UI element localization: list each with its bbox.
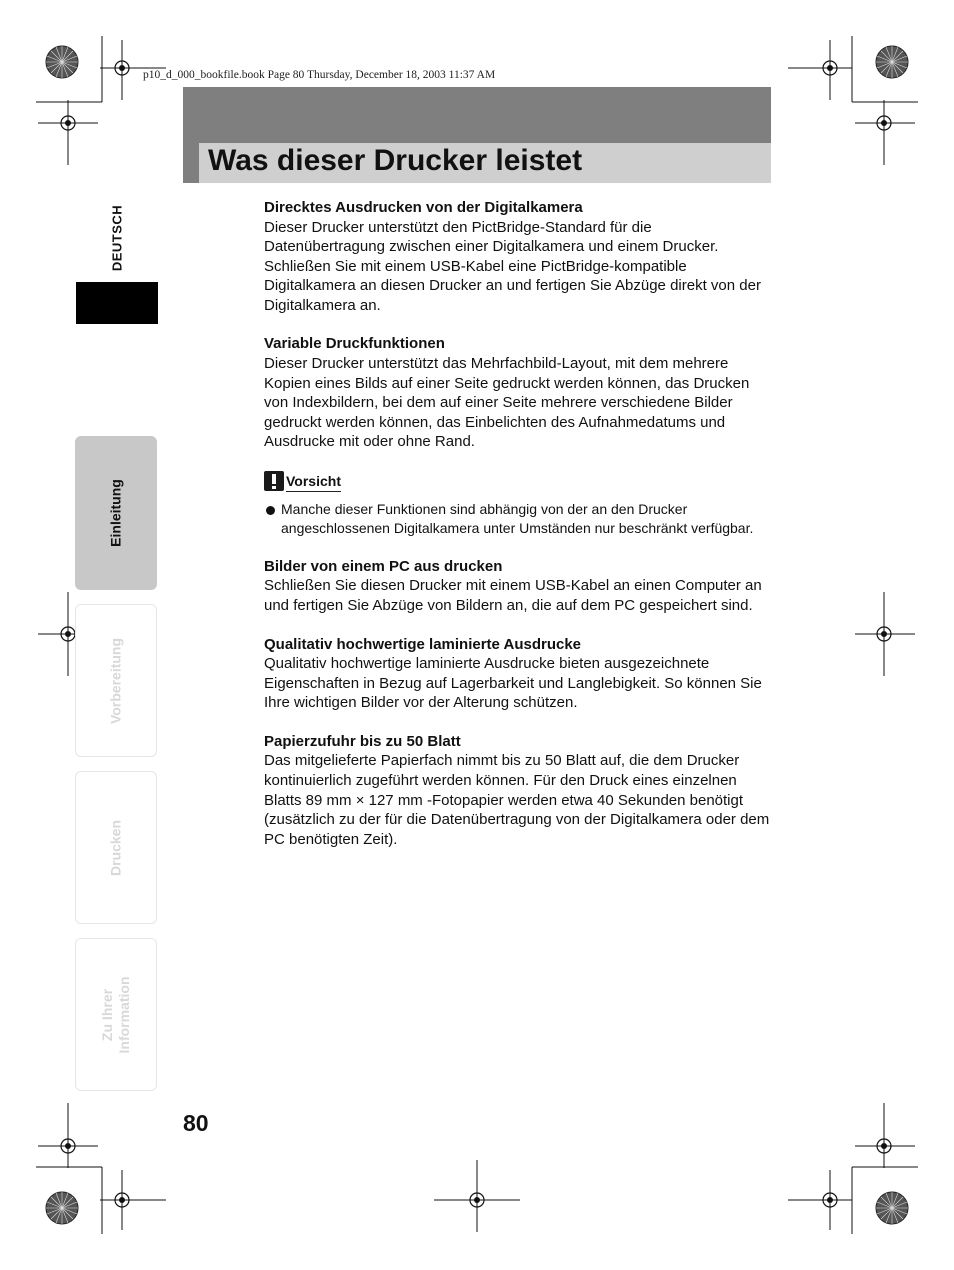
caution-item-text: Manche dieser Funktionen sind abhängig von der an den Drucker angeschlossenen Digitalkamera unter Umständen nur beschränkt verfügbar. bbox=[281, 500, 754, 537]
section-body: Das mitgelieferte Papierfach nimmt bis zu 50 Blatt auf, die dem Drucker kontinuierlich zugeführt werden können. Für den Druck eines einzelnen Blatts 89 mm × 127 mm -Fotopapier werden etwa 40 Sekunden benötigt (zusätzlich zu der für die Datenübertragung von der Digitalkamera oder dem PC benötigten Zeit). bbox=[264, 752, 770, 848]
caution-label: Vorsicht bbox=[286, 471, 341, 492]
caution-box bbox=[264, 471, 774, 539]
caution-icon bbox=[264, 471, 284, 491]
tab-drucken[interactable] bbox=[75, 771, 157, 924]
bullet-icon bbox=[266, 506, 275, 515]
section-paper-feed bbox=[264, 732, 774, 849]
tab-label-vorbereitung: Vorbereitung bbox=[107, 637, 124, 724]
tab-zu-ihrer-information[interactable] bbox=[75, 938, 157, 1091]
section-pc-print bbox=[264, 557, 774, 616]
tab-label-einleitung: Einleitung bbox=[107, 479, 124, 547]
main-content bbox=[264, 198, 774, 868]
tab-einleitung[interactable] bbox=[75, 436, 157, 590]
title-box bbox=[199, 143, 771, 183]
section-body: Qualitativ hochwertige laminierte Ausdrucke bieten ausgezeichnete Eigenschaften in Bezug auf Lagerbarkeit und Langlebigkeit. So können Sie Ihre wichtigen Bilder vor der Alterung schützen. bbox=[264, 655, 762, 712]
list-item bbox=[264, 500, 774, 539]
tab-label-line-1: Zu Ihrer bbox=[99, 988, 115, 1041]
tab-label-line-2: Information bbox=[116, 976, 132, 1053]
tab-label-zu-ihrer-information bbox=[99, 976, 133, 1053]
page-number: 80 bbox=[183, 1110, 209, 1136]
page-title: Was dieser Drucker leistet bbox=[208, 144, 583, 177]
caution-list bbox=[264, 500, 774, 539]
print-file-info: p10_d_000_bookfile.book Page 80 Thursday, December 18, 2003 11:37 AM bbox=[143, 69, 496, 81]
caution-heading bbox=[264, 471, 774, 492]
section-heading: Qualitativ hochwertige laminierte Ausdrucke bbox=[264, 635, 582, 653]
tab-vorbereitung[interactable] bbox=[75, 604, 157, 757]
language-marker-block bbox=[76, 282, 158, 324]
language-label: DEUTSCH bbox=[109, 204, 125, 272]
section-body: Schließen Sie diesen Drucker mit einem USB-Kabel an einen Computer an und fertigen Sie Abzüge von Bildern an, die auf dem PC gespeichert sind. bbox=[264, 577, 762, 615]
section-laminated bbox=[264, 635, 774, 713]
section-heading: Direcktes Ausdrucken von der Digitalkamera bbox=[264, 199, 583, 216]
section-heading: Papierzufuhr bis zu 50 Blatt bbox=[264, 732, 461, 750]
section-variable-functions bbox=[264, 334, 774, 451]
section-heading: Bilder von einem PC aus drucken bbox=[264, 557, 503, 575]
section-heading: Variable Druckfunktionen bbox=[264, 335, 445, 353]
section-body: Dieser Drucker unterstützt den PictBridge-Standard für die Datenübertragung zwischen einer Digitalkamera und einem Drucker. Schließen Sie mit einem USB-Kabel eine PictBridge-kompatible Digitalkamera an diesen Drucker an und fertigen Sie Abzüge direkt von der Digitalkamera an. bbox=[264, 218, 761, 314]
tab-label-drucken: Drucken bbox=[107, 819, 124, 876]
section-direct-print bbox=[264, 198, 774, 315]
section-body: Dieser Drucker unterstützt das Mehrfachbild-Layout, mit dem mehrere Kopien eines Bilds auf einer Seite gedruckt werden können, das Drucken von Indexbildern, bei dem auf einer Seite mehrere verschiedene Bilder gedruckt werden können, das Einbelichten des Aufnahmedatums und Ausdrucke mit oder ohne Rand. bbox=[264, 354, 750, 451]
